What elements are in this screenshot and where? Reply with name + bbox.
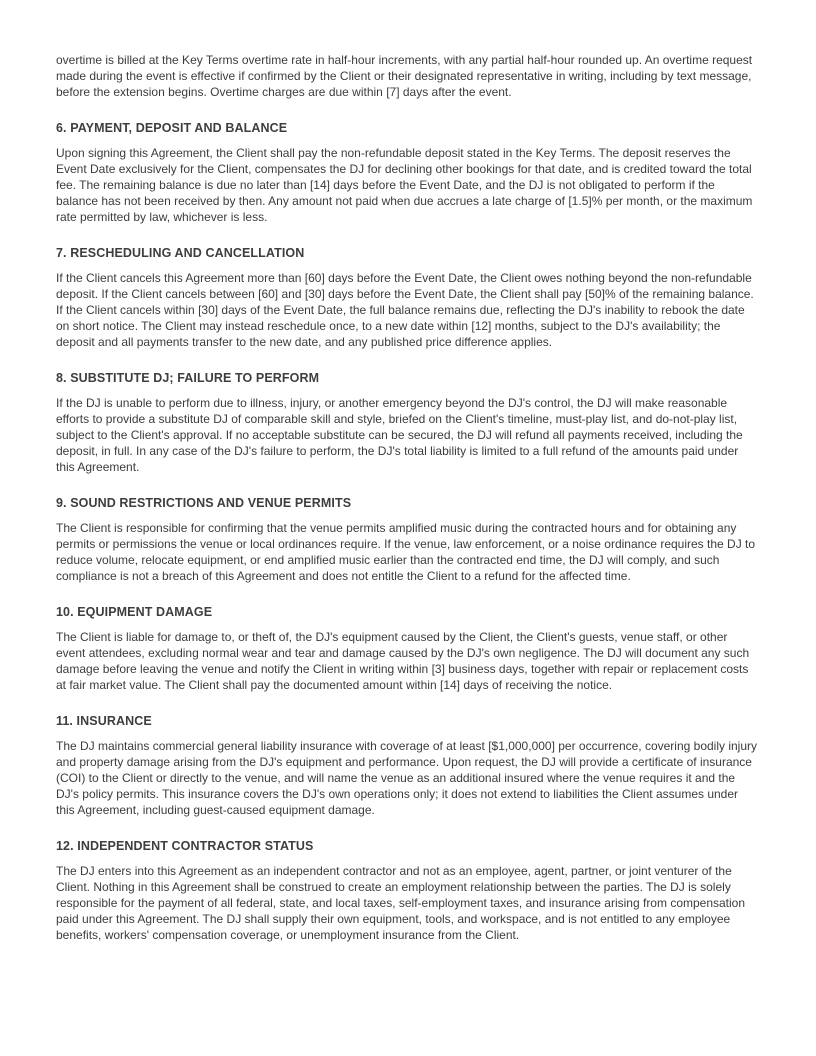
section-body: The Client is liable for damage to, or theft of, the DJ's equipment caused by the Client, the Client's guests, venue staff, or other event attendees, excluding normal wear and tear and damage caused by the DJ's own negligence. The DJ will document any such damage before leaving the venue and notify the Client in writing within [3] business days, together with repair or replacement costs at fair market value. The Client shall pay the documented amount within [14] days of receiving the notice. (56, 630, 750, 692)
section-substitute-dj (56, 370, 760, 475)
document-page (56, 52, 760, 943)
section-heading: 9. SOUND RESTRICTIONS AND VENUE PERMITS (56, 496, 352, 510)
section-body: The Client is responsible for confirming that the venue permits amplified music during the contracted hours and for obtaining any permits or permissions the venue or local ordinances require. If the venue, law enforcement, or a noise ordinance requires the DJ to reduce volume, relocate equipment, or end amplified music earlier than the contracted end time, the DJ will comply, and such compliance is not a breach of this Agreement and does not entitle the Client to a refund for the affected time. (56, 521, 756, 583)
section-payment-deposit-balance (56, 120, 760, 225)
section-heading: 6. PAYMENT, DEPOSIT AND BALANCE (56, 121, 288, 135)
section-heading: 8. SUBSTITUTE DJ; FAILURE TO PERFORM (56, 371, 320, 385)
section-heading: 12. INDEPENDENT CONTRACTOR STATUS (56, 839, 314, 853)
section-body: If the Client cancels this Agreement more than [60] days before the Event Date, the Client owes nothing beyond the non-refundable deposit. If the Client cancels between [60] and [30] days before the Event Date, the Client shall pay [50]% of the remaining balance. If the Client cancels within [30] days of the Event Date, the full balance remains due, reflecting the DJ's inability to rebook the date on short notice. The Client may instead reschedule once, to a new date within [12] months, subject to the DJ's availability; the deposit and all payments transfer to the new date, and any published price difference applies. (56, 271, 754, 349)
section-insurance (56, 713, 760, 818)
section-heading: 10. EQUIPMENT DAMAGE (56, 605, 213, 619)
section-body: The DJ maintains commercial general liability insurance with coverage of at least [$1,000,000] per occurrence, covering bodily injury and property damage arising from the DJ's equipment and performance. Upon request, the DJ will provide a certificate of insurance (COI) to the Client or directly to the venue, and will name the venue as an additional insured where the venue requires it and the DJ's policy permits. This insurance covers the DJ's own operations only; it does not extend to liabilities the Client assumes under this Agreement, including guest-caused equipment damage. (56, 739, 758, 817)
overtime-continuation-paragraph: overtime is billed at the Key Terms overtime rate in half-hour increments, with any partial half-hour rounded up. An overtime request made during the event is effective if confirmed by the Client or their designated representative in writing, including by text message, before the extension begins. Overtime charges are due within [7] days after the event. (56, 53, 753, 99)
section-heading: 11. INSURANCE (56, 714, 152, 728)
section-body: Upon signing this Agreement, the Client shall pay the non-refundable deposit stated in the Key Terms. The deposit reserves the Event Date exclusively for the Client, compensates the DJ for declining other bookings for that date, and is credited toward the total fee. The remaining balance is due no later than [14] days before the Event Date, and the DJ is not obligated to perform if the balance has not been received by then. Any amount not paid when due accrues a late charge of [1.5]% per month, or the maximum rate permitted by law, whichever is less. (56, 146, 753, 224)
section-sound-restrictions (56, 495, 760, 584)
section-equipment-damage (56, 604, 760, 693)
section-rescheduling-cancellation (56, 245, 760, 350)
section-heading: 7. RESCHEDULING AND CANCELLATION (56, 246, 305, 260)
section-independent-contractor (56, 838, 760, 943)
section-body: The DJ enters into this Agreement as an independent contractor and not as an employee, agent, partner, or joint venturer of the Client. Nothing in this Agreement shall be construed to create an employment relationship between the parties. The DJ is solely responsible for the payment of all federal, state, and local taxes, self-employment taxes, and insurance arising from compensation paid under this Agreement. The DJ shall supply their own equipment, tools, and workspace, and is not entitled to any employee benefits, workers' compensation coverage, or unemployment insurance from the Client. (56, 864, 746, 942)
section-body: If the DJ is unable to perform due to illness, injury, or another emergency beyond the DJ's control, the DJ will make reasonable efforts to provide a substitute DJ of comparable skill and style, briefed on the Client's timeline, must-play list, and do-not-play list, subject to the Client's approval. If no acceptable substitute can be secured, the DJ will refund all payments received, including the deposit, in full. In any case of the DJ's failure to perform, the DJ's total liability is limited to a full refund of the amounts paid under this Agreement. (56, 396, 743, 474)
